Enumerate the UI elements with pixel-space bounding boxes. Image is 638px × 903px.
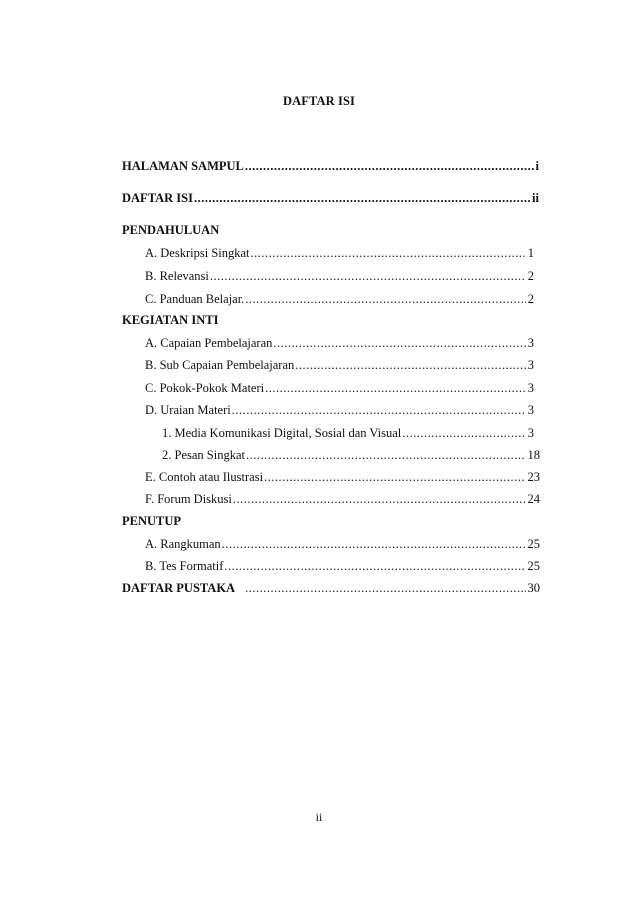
toc-entry-label: B. Relevansi — [145, 269, 209, 283]
toc-entry-label: B. Tes Formatif — [145, 559, 224, 573]
toc-entry-page: 3 — [527, 358, 534, 372]
dot-leader — [245, 580, 525, 596]
toc-entry-page: ii — [532, 191, 539, 205]
toc-entry-page: 18 — [527, 448, 540, 462]
toc-entry-label: C. Panduan Belajar. — [145, 292, 245, 306]
toc-entry-label: HALAMAN SAMPUL — [122, 159, 244, 173]
toc-entry[interactable] — [145, 536, 540, 552]
dot-leader — [246, 447, 526, 463]
toc-entry-page: 25 — [527, 537, 540, 551]
toc-entry-page: 24 — [527, 492, 540, 506]
section-heading-pendahuluan: PENDAHULUAN — [122, 223, 220, 237]
toc-entry-label: DAFTAR PUSTAKA — [122, 581, 236, 595]
toc-subentry[interactable] — [162, 447, 540, 463]
toc-entry[interactable] — [145, 402, 534, 418]
toc-entry-page: 3 — [527, 403, 534, 417]
toc-entry[interactable] — [145, 335, 534, 351]
page-title: DAFTAR ISI — [283, 94, 355, 108]
toc-entry-label: DAFTAR ISI — [122, 191, 193, 205]
toc-entry-daftar-pustaka[interactable] — [122, 580, 540, 596]
toc-entry-label: E. Contoh atau Ilustrasi — [145, 470, 264, 484]
toc-entry-label: B. Sub Capaian Pembelajaran — [145, 358, 295, 372]
footer-page-number: ii — [315, 810, 323, 824]
dot-leader — [233, 491, 526, 507]
toc-entry-page: 1 — [527, 246, 534, 260]
toc-entry[interactable] — [145, 558, 540, 574]
toc-entry-label: 1. Media Komunikasi Digital, Sosial dan Visual — [162, 426, 402, 440]
dot-leader — [295, 357, 525, 373]
toc-entry-label: A. Deskripsi Singkat — [145, 246, 250, 260]
toc-subentry[interactable] — [162, 425, 534, 441]
dot-leader — [232, 402, 526, 418]
toc-entry-label: A. Capaian Pembelajaran — [145, 336, 273, 350]
section-heading-kegiatan-inti: KEGIATAN INTI — [122, 313, 219, 327]
toc-entry-page: i — [535, 159, 539, 173]
toc-entry-page: 23 — [527, 470, 540, 484]
toc-entry-page: 3 — [527, 336, 534, 350]
toc-entry-label: C. Pokok-Pokok Materi — [145, 381, 265, 395]
toc-entry[interactable] — [145, 380, 534, 396]
dot-leader — [210, 268, 526, 284]
toc-entry-page: 2 — [527, 269, 534, 283]
dot-leader — [245, 291, 525, 307]
dot-leader — [222, 536, 526, 552]
dot-leader — [224, 558, 525, 574]
toc-entry-label: A. Rangkuman — [145, 537, 221, 551]
dot-leader — [264, 469, 525, 485]
toc-entry-page: 30 — [527, 581, 540, 595]
toc-entry[interactable] — [145, 268, 534, 284]
toc-entry-page: 3 — [527, 381, 534, 395]
section-heading-penutup: PENUTUP — [122, 514, 182, 528]
toc-entry-page: 3 — [527, 426, 534, 440]
dot-leader — [245, 158, 534, 174]
toc-entry-halaman-sampul[interactable] — [122, 158, 539, 174]
toc-entry[interactable] — [145, 357, 534, 373]
dot-leader — [402, 425, 525, 441]
toc-entry-label: F. Forum Diskusi — [145, 492, 232, 506]
toc-entry[interactable] — [145, 469, 540, 485]
toc-entry-page: 25 — [527, 559, 540, 573]
dot-leader — [273, 335, 525, 351]
toc-entry-label: D. Uraian Materi — [145, 403, 231, 417]
toc-entry[interactable] — [145, 245, 534, 261]
toc-entry-label: 2. Pesan Singkat — [162, 448, 245, 462]
dot-leader — [265, 380, 526, 396]
toc-entry[interactable] — [145, 491, 540, 507]
toc-entry-page: 2 — [527, 292, 534, 306]
toc-entry[interactable] — [145, 291, 534, 307]
dot-leader — [194, 190, 530, 206]
toc-entry-daftar-isi[interactable] — [122, 190, 539, 206]
dot-leader — [251, 245, 526, 261]
